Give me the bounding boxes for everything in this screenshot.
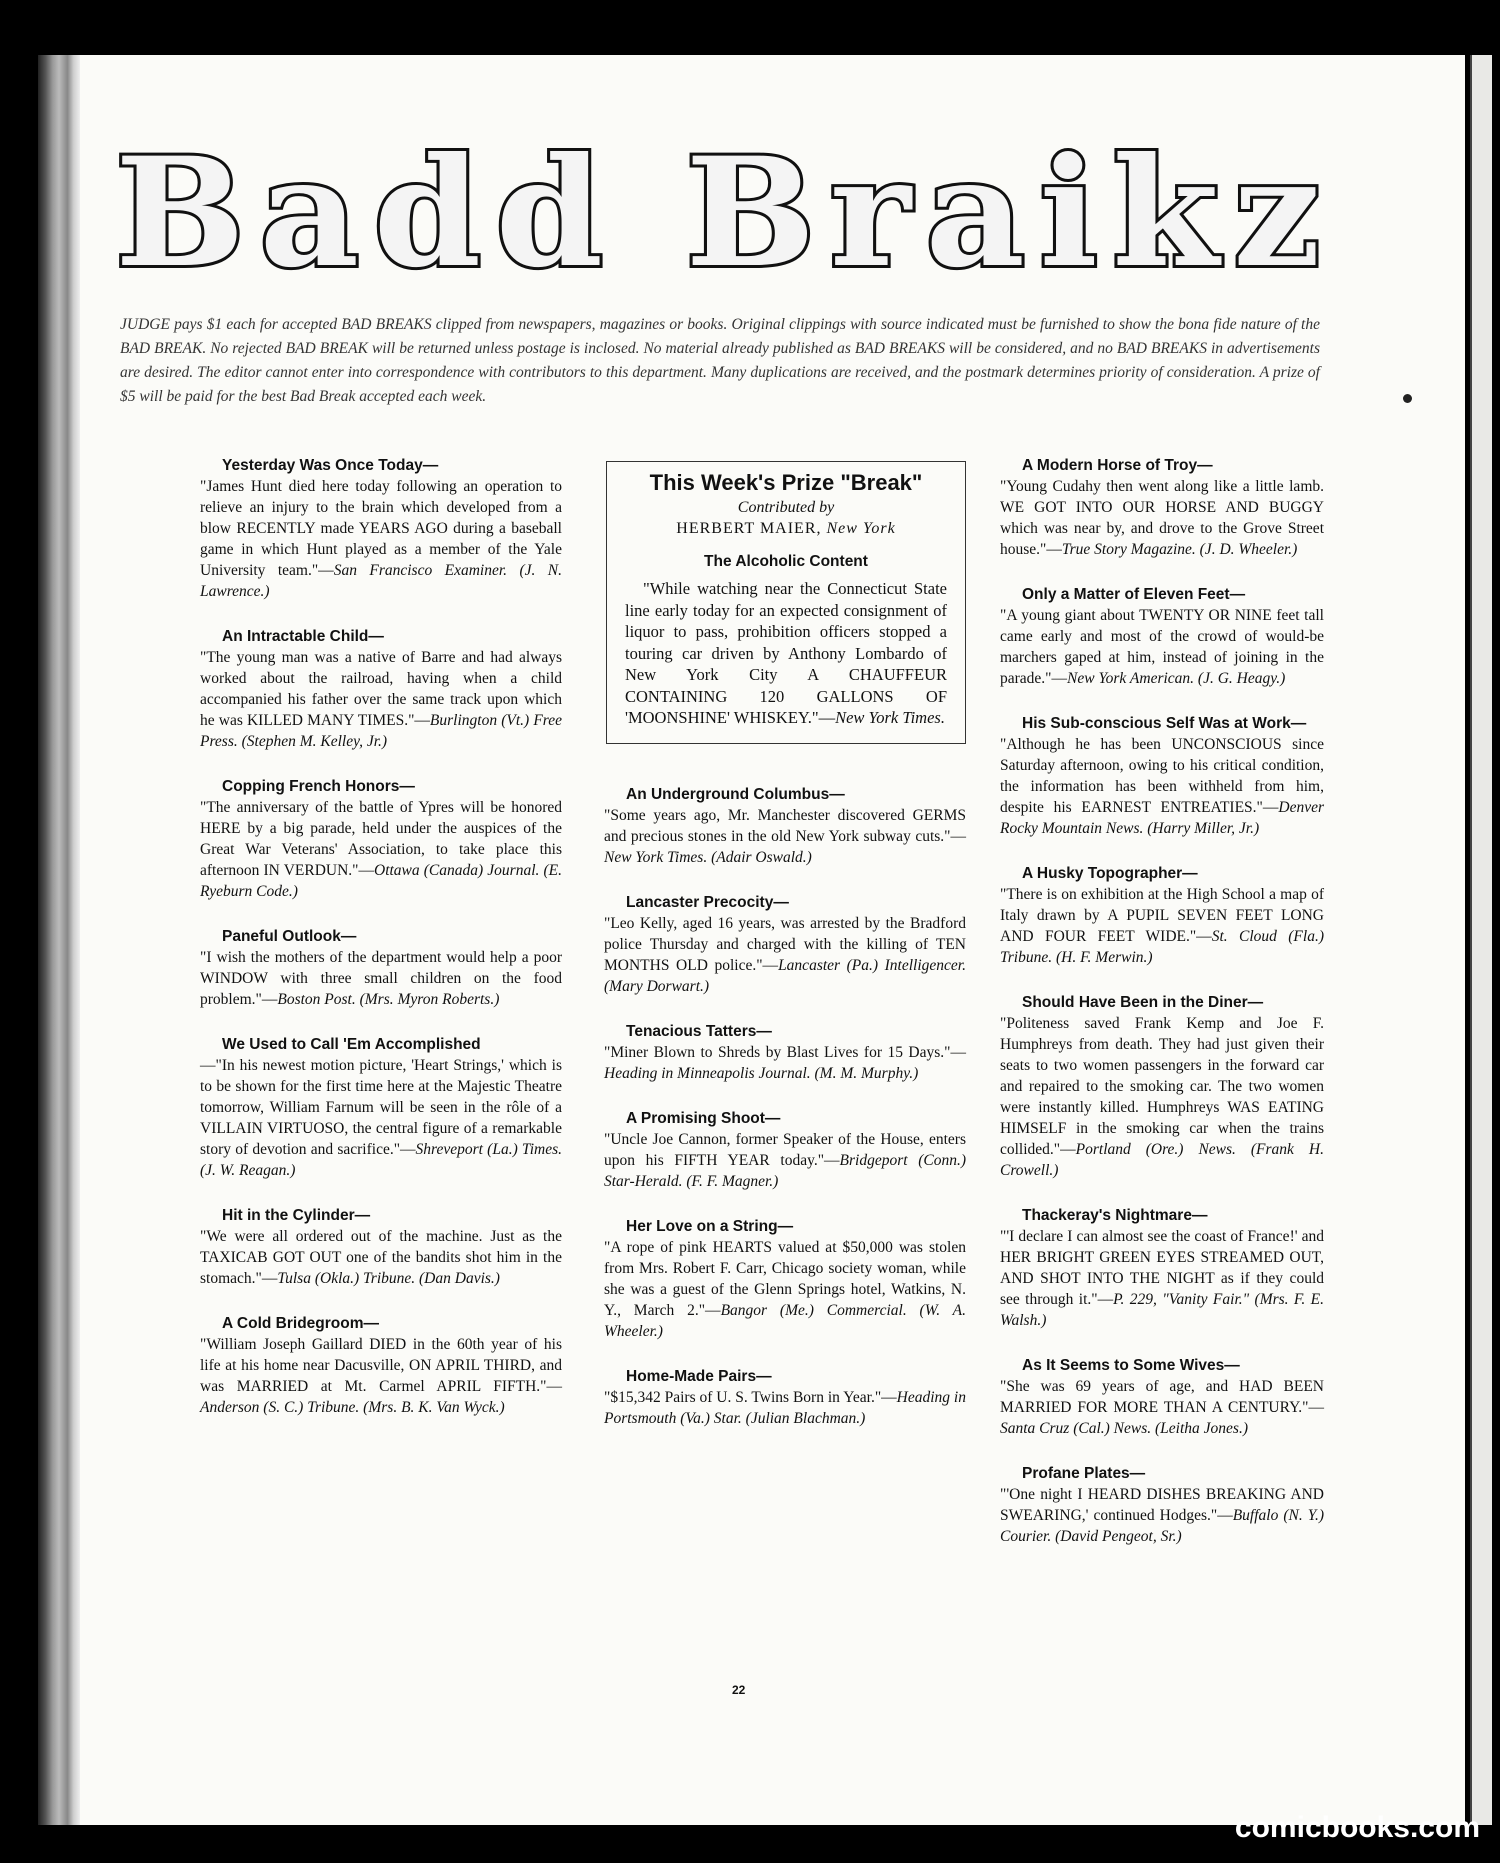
entry-source: Lancaster (Pa.) Intelligencer. (Mary Dorwart.): [604, 956, 966, 995]
prize-contributor-place: New York: [826, 520, 896, 537]
bad-break-entry: [200, 626, 562, 752]
entry-quote: "The anniversary of the battle of Ypres will be honored HERE by a big parade, held under the auspices of the Great War Veterans' Association, to take place this afternoon IN VERDUN."—: [200, 799, 562, 879]
entry-title: Tenacious Tatters—: [626, 1022, 772, 1040]
bad-break-entry: [604, 1021, 966, 1084]
entry-quote: "Some years ago, Mr. Manchester discovered GERMS and precious stones in the old New York subway cuts."—: [604, 806, 966, 845]
entry-title: A Promising Shoot—: [626, 1109, 781, 1127]
prize-subtitle: The Alcoholic Content: [704, 553, 868, 570]
entry-quote: "William Joseph Gaillard DIED in the 60th year of his life at his home near Dacusville, ON APRIL THIRD, and was MARRIED at Mt. Carmel APRIL FIFTH."—: [200, 1336, 562, 1395]
entry-body: [1000, 1484, 1324, 1547]
bad-break-entry: [200, 926, 562, 1010]
page-title: [105, 135, 1345, 285]
entry-source: Tulsa (Okla.) Tribune. (Dan Davis.): [277, 1270, 500, 1287]
bad-break-entry: [1000, 1205, 1324, 1331]
entry-source: Boston Post. (Mrs. Myron Roberts.): [277, 991, 500, 1008]
entry-body: [604, 913, 966, 997]
bad-break-entry: [604, 1108, 966, 1192]
entry-quote: —"In his newest motion picture, 'Heart Strings,' which is to be shown for the first time here at the Majestic Theatre tomorrow, William Farnum will be seen in the rôle of a VILLAIN VIRTUOSO, the central figure of a remarkable story of devotion and sacrifice."—: [200, 1057, 562, 1158]
entry-body: [200, 1055, 562, 1181]
entry-quote: "Miner Blown to Shreds by Blast Lives for 15 Days."—: [604, 1043, 966, 1061]
entry-body: [1000, 1376, 1324, 1439]
entry-quote: "James Hunt died here today following an operation to relieve an injury to the brain which developed from a blow RECENTLY made YEARS AGO during a baseball game in which Hunt played as a member of the Yale University team."—: [200, 478, 562, 579]
bad-break-entry: [1000, 992, 1324, 1181]
entry-quote: "A rope of pink HEARTS valued at $50,000 was stolen from Mrs. Robert F. Carr, Chicago society woman, while she was a guest of the Glenn Springs hotel, Watkins, N. Y., March 2."—: [604, 1238, 966, 1319]
bad-break-entry: [604, 1216, 966, 1342]
entry-quote: "Although he has been UNCONSCIOUS since Saturday afternoon, owing to his critical condition, the information has been withheld from him, despite his EARNEST ENTREATIES."—: [1000, 736, 1324, 816]
entry-title: Thackeray's Nightmare—: [1022, 1207, 1208, 1224]
entry-title: Should Have Been in the Diner—: [1022, 994, 1264, 1011]
bad-break-entry: [200, 776, 562, 902]
entry-source: Bangor (Me.) Commercial. (W. A. Wheeler.): [604, 1301, 966, 1340]
bad-break-entry: [200, 455, 562, 602]
page-number: 22: [732, 1683, 746, 1697]
entry-title: A Modern Horse of Troy—: [1022, 457, 1213, 474]
entry-source: New York Times. (Adair Oswald.): [604, 848, 812, 866]
entry-body: [604, 1129, 966, 1192]
next-page-edge: [1470, 55, 1492, 1825]
entry-title: Hit in the Cylinder—: [222, 1207, 371, 1224]
entry-quote: "She was 69 years of age, and HAD BEEN MARRIED FOR MORE THAN A CENTURY."—: [1000, 1378, 1324, 1416]
entry-title: A Cold Bridegroom—: [222, 1315, 380, 1332]
page-title-text: Badd Braikz: [115, 135, 1335, 285]
prize-quote: "While watching near the Connecticut State line early today for an expected consignment of liquor to pass, prohibition officers stopped a touring car driven by Anthony Lombardo of New York City A CHAUFFEUR CONTAINING 120 GALLONS OF 'MOONSHINE' WHISKEY."—: [625, 579, 947, 727]
prize-break-box: [606, 461, 966, 744]
entry-body: [1000, 476, 1324, 560]
entry-quote: "'One night I HEARD DISHES BREAKING AND SWEARING,' continued Hodges."—: [1000, 1486, 1324, 1524]
entry-title: His Sub-conscious Self Was at Work—: [1022, 715, 1307, 732]
entry-quote: "Politeness saved Frank Kemp and Joe F. Humphreys from death. They had just given their seats to two women passengers in the forward car and repaired to the smoking car. The two women were instantly killed. Humphreys WAS EATING HIMSELF in the smoking car when the trains collided."—: [1000, 1015, 1324, 1158]
entry-body: [604, 1237, 966, 1342]
bad-break-entry: [200, 1205, 562, 1289]
entry-source: Heading in Portsmouth (Va.) Star. (Julian Blachman.): [604, 1388, 966, 1427]
entry-body: [200, 647, 562, 752]
entry-body: [604, 1042, 966, 1084]
entry-quote: "There is on exhibition at the High School a map of Italy drawn by A PUPIL SEVEN FEET LONG AND FOUR FEET WIDE."—: [1000, 886, 1324, 945]
entry-source: Portland (Ore.) News. (Frank H. Crowell.): [1000, 1141, 1324, 1179]
entry-title: Yesterday Was Once Today—: [222, 457, 439, 474]
entry-title: A Husky Topographer—: [1022, 865, 1198, 882]
entry-quote: "We were all ordered out of the machine. Just as the TAXICAB GOT OUT one of the bandits shot him in the stomach."—: [200, 1228, 562, 1287]
entry-title: Copping French Honors—: [222, 778, 415, 795]
entry-body: [200, 947, 562, 1010]
column-2-entries: [604, 784, 966, 1429]
entry-source: Anderson (S. C.) Tribune. (Mrs. B. K. Van Wyck.): [200, 1399, 505, 1416]
entry-body: [200, 476, 562, 602]
entry-source: Santa Cruz (Cal.) News. (Leitha Jones.): [1000, 1420, 1248, 1437]
bad-break-entry: [1000, 455, 1324, 560]
bad-break-entry: [1000, 1355, 1324, 1439]
entry-source: Ottawa (Canada) Journal. (E. Ryeburn Code.): [200, 862, 563, 900]
entry-title: An Underground Columbus—: [626, 785, 845, 803]
entry-source: St. Cloud (Fla.) Tribune. (H. F. Merwin.): [1000, 928, 1324, 966]
bad-break-entry: [1000, 1463, 1324, 1547]
entry-title: Only a Matter of Eleven Feet—: [1022, 586, 1246, 603]
intro-paragraph: JUDGE pays $1 each for accepted BAD BREAKS clipped from newspapers, magazines or books. Original clippings with source indicated must be furnished to show the bona fide nature of the BAD BREAK. No rejected BAD BREAK will be returned unless postage is inclosed. No material already published as BAD BREAKS will be considered, and no BAD BREAKS in advertisements are desired. The editor cannot enter into correspondence with contributors to this department. Many duplications are received, and the postmark determines priority of consideration. A prize of $5 will be paid for the best Bad Break accepted each week.: [120, 316, 1320, 405]
bad-break-entry: [604, 1366, 966, 1429]
entry-source: Buffalo (N. Y.) Courier. (David Pengeot, Sr.): [1000, 1507, 1324, 1545]
entry-body: [200, 797, 562, 902]
entry-body: [1000, 605, 1324, 689]
entry-body: [604, 1387, 966, 1429]
entry-title: An Intractable Child—: [222, 628, 384, 645]
prize-contributor-name: HERBERT MAIER,: [676, 520, 822, 537]
watermark: comicbooks.com: [1234, 1811, 1480, 1844]
entry-body: [1000, 734, 1324, 839]
bad-break-entry: [1000, 863, 1324, 968]
entry-source: Bridgeport (Conn.) Star-Herald. (F. F. Magner.): [604, 1151, 966, 1190]
entry-body: [1000, 1013, 1324, 1181]
entry-source: Burlington (Vt.) Free Press. (Stephen M. Kelley, Jr.): [200, 712, 563, 750]
bad-break-entry: [1000, 713, 1324, 839]
entry-quote: "Leo Kelly, aged 16 years, was arrested by the Bradford police Thursday and charged with the killing of TEN MONTHS OLD police."—: [604, 914, 966, 974]
entry-body: [200, 1226, 562, 1289]
prize-contributor: [625, 518, 947, 539]
bad-break-entry: [1000, 584, 1324, 689]
bad-break-entry: [604, 892, 966, 997]
book-spine: [38, 55, 80, 1825]
entry-quote: "The young man was a native of Barre and had always worked about the railroad, having when a child accompanied his father over the same track upon which he was KILLED MANY TIMES."—: [200, 649, 562, 729]
entry-title: Profane Plates—: [1022, 1465, 1146, 1482]
entry-source: San Francisco Examiner. (J. N. Lawrence.): [200, 562, 562, 600]
entry-title: As It Seems to Some Wives—: [1022, 1357, 1240, 1374]
entry-title: Home-Made Pairs—: [626, 1367, 772, 1385]
bad-break-entry: [604, 784, 966, 868]
entry-quote: "'I declare I can almost see the coast of France!' and HER BRIGHT GREEN EYES STREAMED OUT, AND SHOT INTO THE NIGHT as if they could see through it."—: [1000, 1228, 1324, 1308]
entry-body: [200, 1334, 562, 1418]
margin-dot: [1403, 394, 1412, 403]
prize-heading: This Week's Prize "Break": [649, 470, 923, 495]
prize-contributed-by: Contributed by: [737, 499, 835, 516]
column-3: [1000, 455, 1324, 1571]
entry-title: Her Love on a String—: [626, 1217, 794, 1235]
entry-body: [1000, 1226, 1324, 1331]
entry-title: Paneful Outlook—: [222, 928, 357, 945]
entry-source: New York American. (J. G. Heagy.): [1067, 670, 1286, 687]
entry-source: True Story Magazine. (J. D. Wheeler.): [1061, 541, 1298, 558]
entry-quote: "I wish the mothers of the department would help a poor WINDOW with three small children on the food problem."—: [200, 949, 562, 1008]
entry-title: We Used to Call 'Em Accomplished: [222, 1036, 481, 1053]
entry-quote: "Young Cudahy then went along like a little lamb. WE GOT INTO OUR HORSE AND BUGGY which was near by, and drove to the Grove Street house."—: [1000, 478, 1324, 558]
entry-title: Lancaster Precocity—: [626, 893, 789, 911]
prize-source: New York Times.: [835, 708, 945, 727]
prize-text: [625, 578, 947, 729]
column-1: [200, 455, 562, 1442]
entry-quote: "A young giant about TWENTY OR NINE feet tall came early and most of the crowd of would-be marchers gaped at him, instead of joining in the parade."—: [1000, 607, 1324, 687]
entry-source: Denver Rocky Mountain News. (Harry Miller, Jr.): [1000, 799, 1324, 837]
bad-break-entry: [200, 1313, 562, 1418]
entry-quote: "$15,342 Pairs of U. S. Twins Born in Year."—: [604, 1388, 897, 1406]
entry-body: [604, 805, 966, 868]
column-2: [604, 455, 966, 1453]
entry-body: [1000, 884, 1324, 968]
bad-break-entry: [200, 1034, 562, 1181]
entry-source: P. 229, "Vanity Fair." (Mrs. F. E. Walsh.): [1000, 1291, 1324, 1329]
entry-source: Shreveport (La.) Times. (J. W. Reagan.): [200, 1141, 562, 1179]
entry-source: Heading in Minneapolis Journal. (M. M. Murphy.): [604, 1064, 919, 1082]
entry-quote: "Uncle Joe Cannon, former Speaker of the House, enters upon his FIFTH YEAR today."—: [604, 1130, 966, 1169]
